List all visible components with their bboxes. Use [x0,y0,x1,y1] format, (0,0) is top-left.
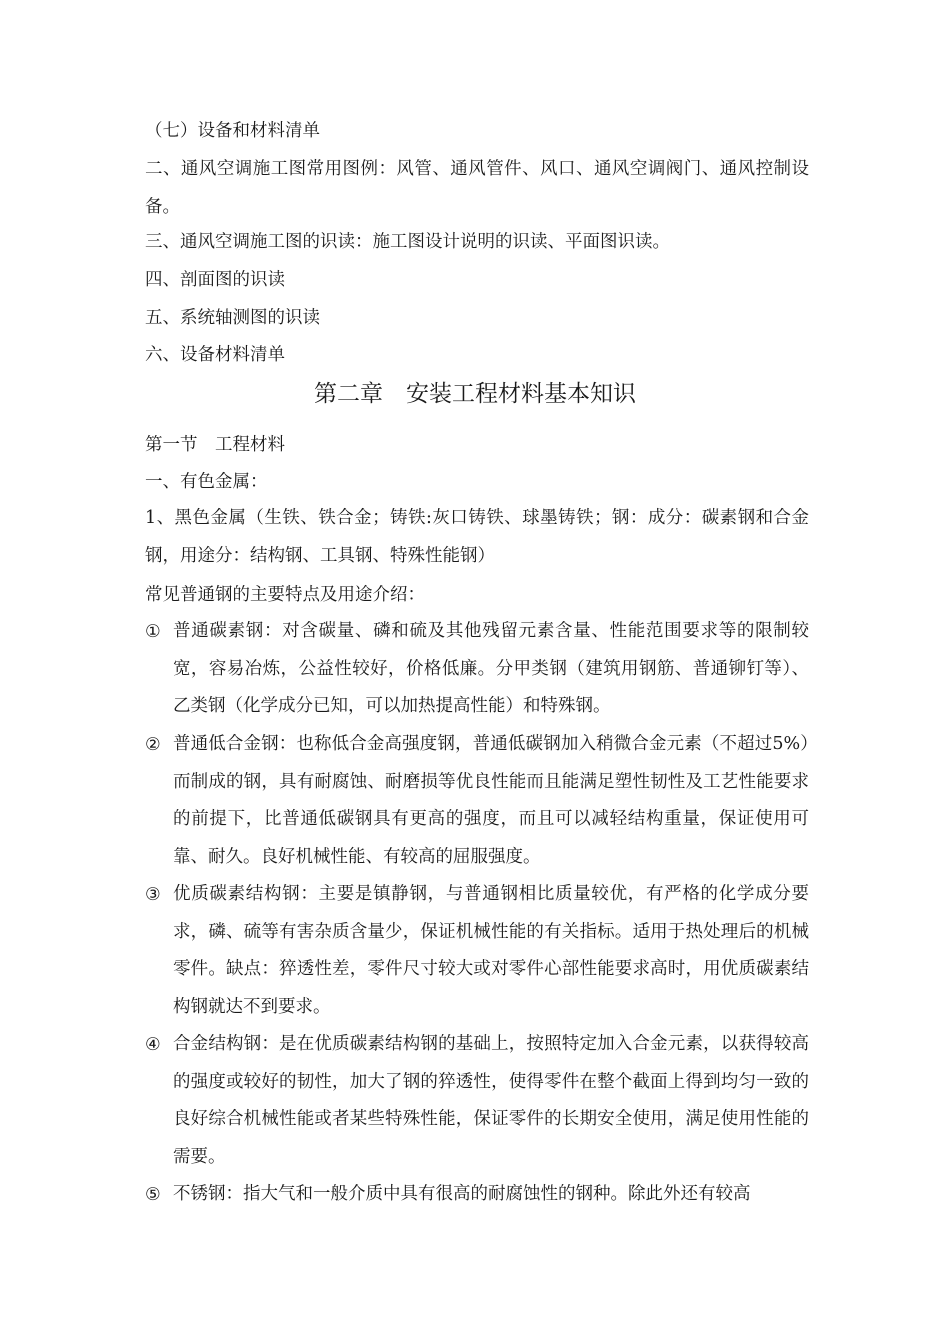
item-text: 普通碳素钢：对含碳量、磷和硫及其他残留元素含量、性能范围要求等的限制较宽，容易冶炼，公益性较好，价格低廉。分甲类钢（建筑用钢筋、普通铆钉等）、乙类钢（化学成分已知，可以加热提高性能）和特殊钢。 [173,621,809,717]
list-line-legend: 二、通风空调施工图常用图例：风管、通风管件、风口、通风空调阀门、通风控制设备。 [145,159,809,217]
item-text: 合金结构钢：是在优质碳素结构钢的基础上，按照特定加入合金元素，以获得较高的强度或较好的韧性，加大了钢的猝透性，使得零件在整个截面上得到均匀一致的良好综合机械性能或者某些特殊性能，保证零件的长期安全使用，满足使用性能的需要。 [173,1034,809,1167]
item-number: ③ [145,885,161,905]
list-line-axonometric: 五、系统轴测图的识读 [145,308,320,328]
steel-intro-line: 常见普通钢的主要特点及用途介绍： [145,585,425,605]
list-line-reading-drawings: 三、通风空调施工图的识读：施工图设计说明的识读、平面图识读。 [145,232,670,252]
item-number: ① [145,622,161,642]
list-item-alloy-structural-steel [145,1033,809,1176]
chapter-title: 第二章 安装工程材料基本知识 [314,381,636,407]
list-item-quality-carbon-steel [145,883,809,1026]
section-title: 第一节 工程材料 [145,435,285,455]
item-number: ② [145,735,161,755]
list-item-stainless-steel [145,1183,809,1214]
subsection-heading: 一、有色金属： [145,472,268,492]
list-item-carbon-steel [145,620,809,726]
item-text: 优质碳素结构钢：主要是镇静钢，与普通钢相比质量较优，有严格的化学成分要求，磷、硫等有害杂质含量少，保证机械性能的有关指标。适用于热处理后的机械零件。缺点：猝透性差，零件尺寸较大或对零件心部性能要求高时，用优质碳素结构钢就达不到要求。 [173,884,809,1017]
item-text: 普通低合金钢：也称低合金高强度钢，普通低碳钢加入稍微合金元素（不超过5%）而制成的钢，具有耐腐蚀、耐磨损等优良性能而且能满足塑性韧性及工艺性能要求的前提下，比普通低碳钢具有更高的强度，而且可以减轻结构重量，保证使用可靠、耐久。良好机械性能、有较高的屈服强度。 [173,734,809,867]
item-number: ④ [145,1035,161,1055]
item-text: 不锈钢：指大气和一般介质中具有很高的耐腐蚀性的钢种。除此外还有较高 [173,1184,751,1205]
item-number: ⑤ [145,1185,161,1205]
list-line-equipment-materials: （七）设备和材料清单 [145,121,320,141]
ferrous-metals-paragraph: 1、黑色金属（生铁、铁合金；铸铁:灰口铸铁、球墨铸铁；钢：成分：碳素钢和合金钢，用途分：结构钢、工具钢、特殊性能钢） [145,508,809,566]
list-item-low-alloy-steel [145,733,809,876]
list-line-equipment-list: 六、设备材料清单 [145,345,285,365]
list-line-section-drawings: 四、剖面图的识读 [145,270,285,290]
